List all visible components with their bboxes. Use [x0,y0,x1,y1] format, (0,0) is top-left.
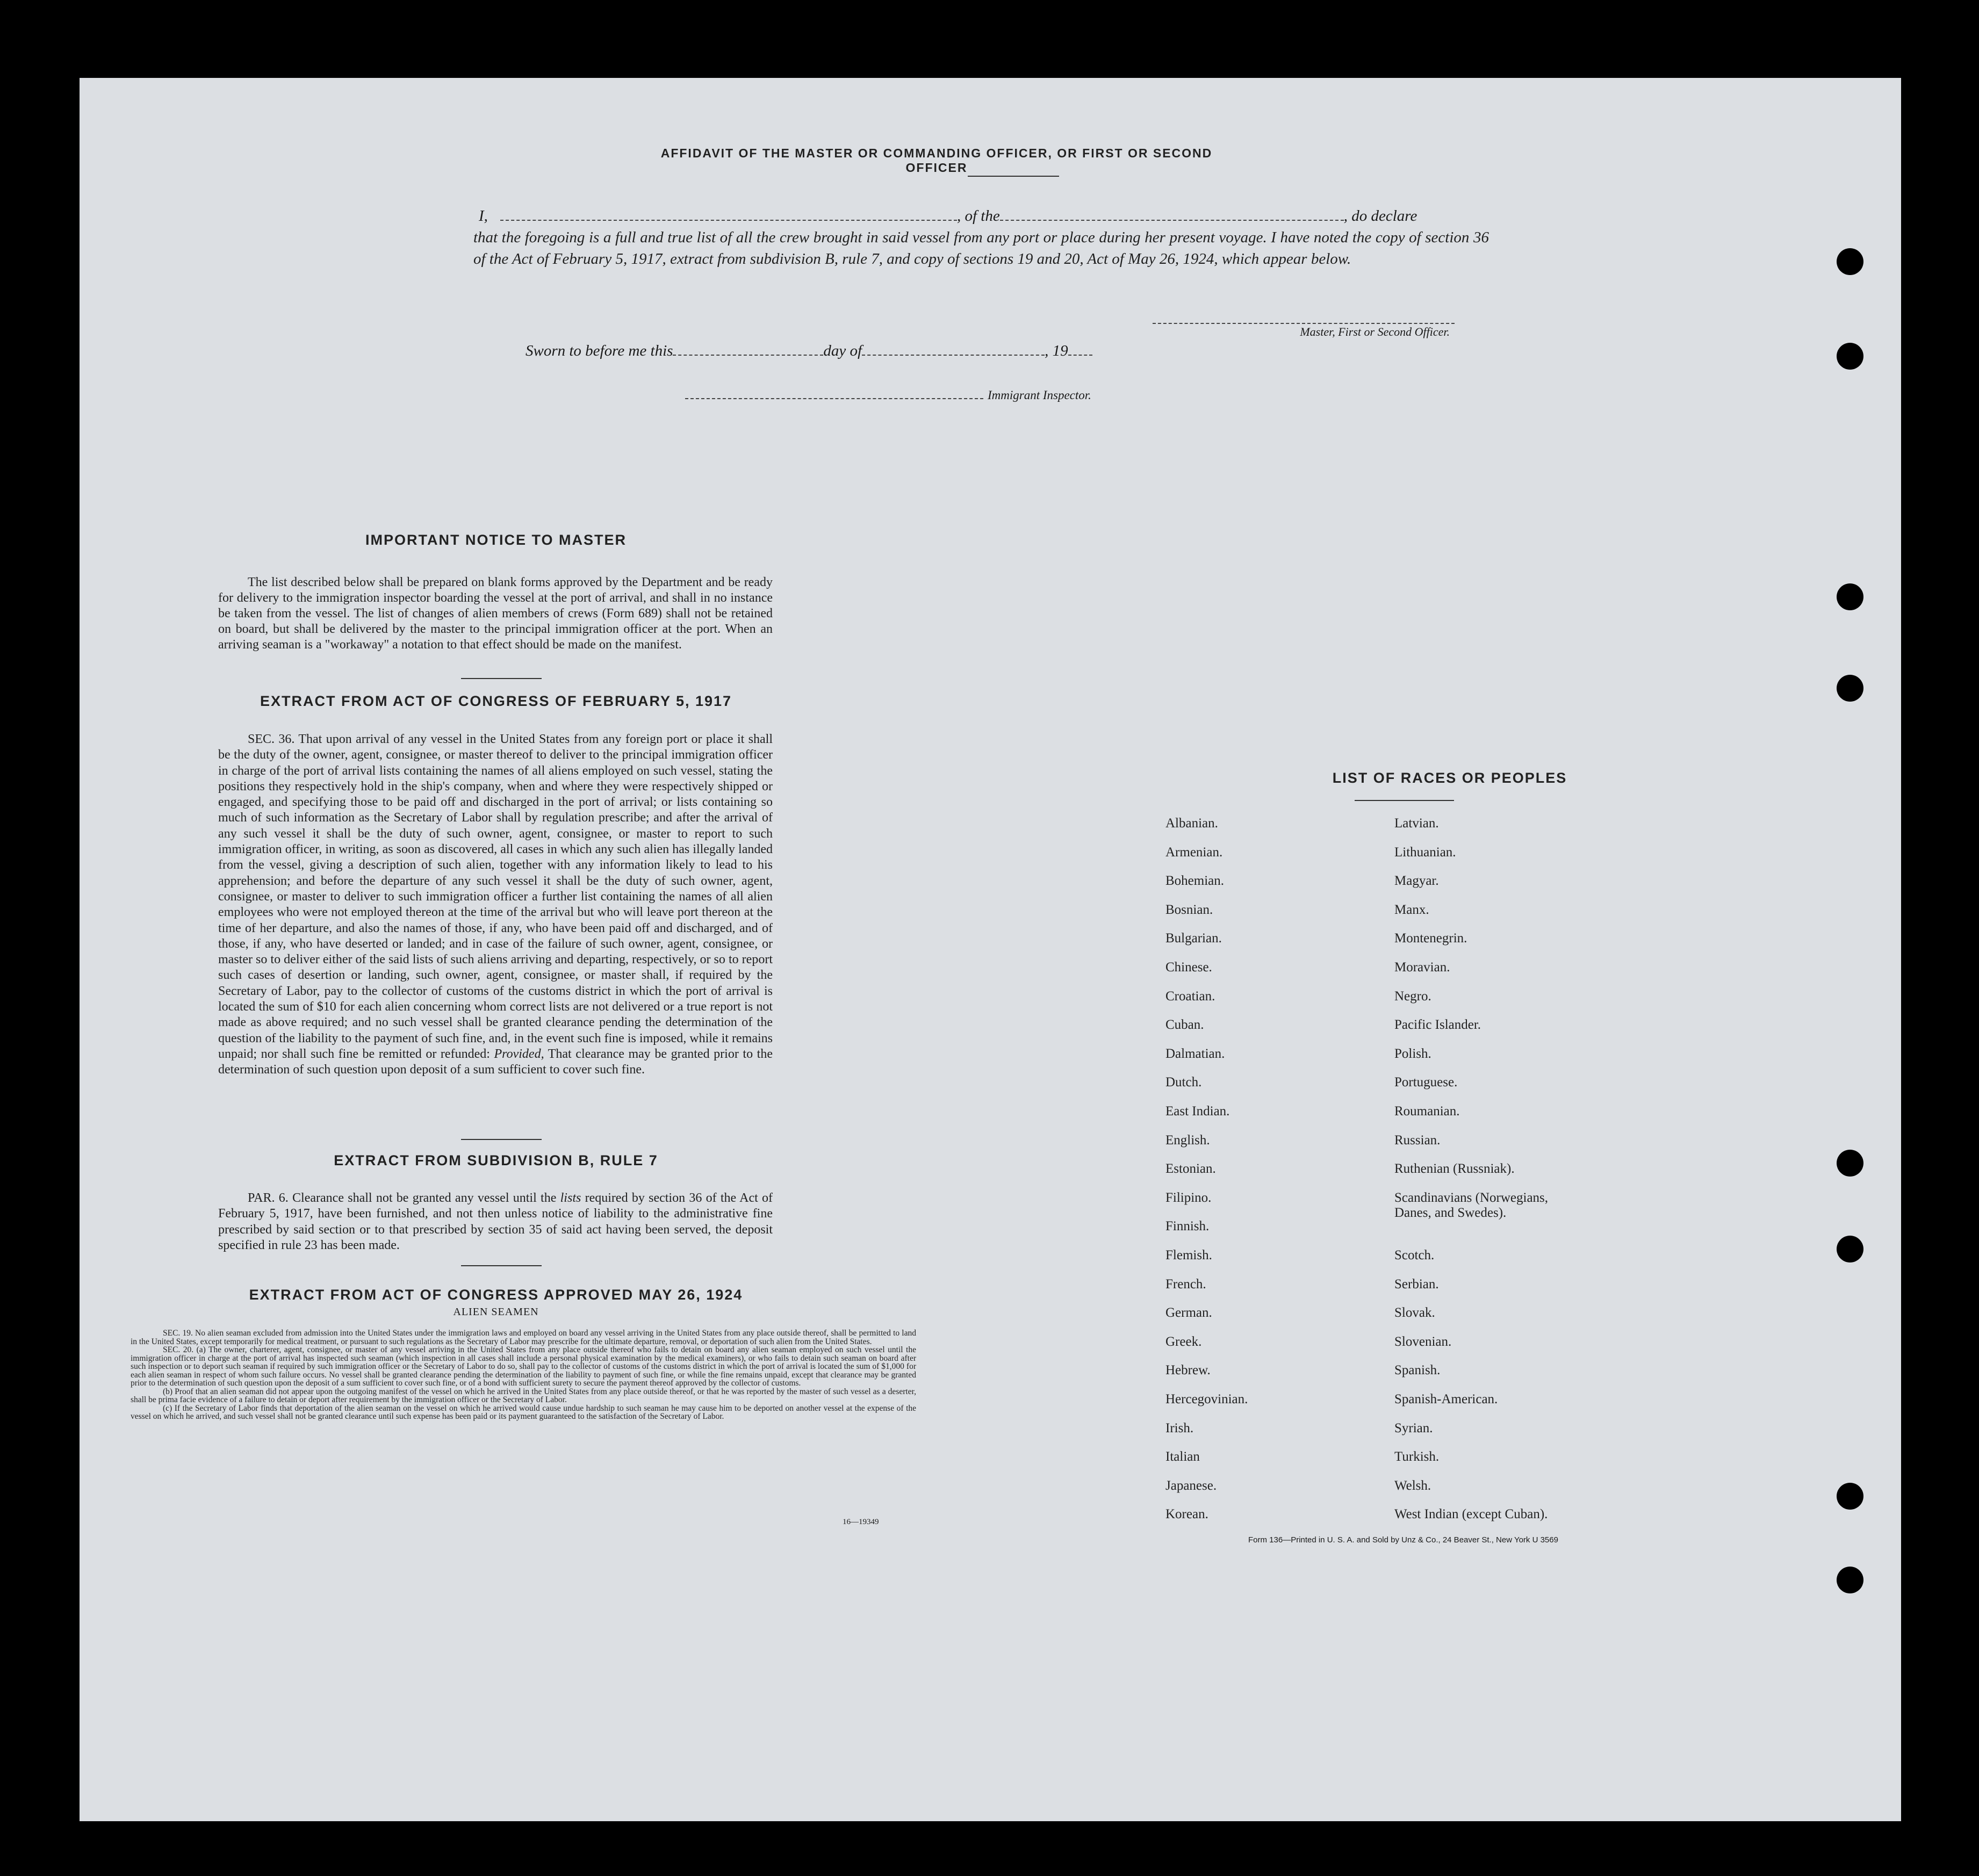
rule-7-title: EXTRACT FROM SUBDIVISION B, RULE 7 [334,1152,658,1168]
race-item: Greek. [1165,1334,1202,1349]
race-item: Korean. [1165,1507,1208,1522]
extract-1917-body [218,732,773,1078]
race-item: Pacific Islander. [1394,1018,1481,1033]
notice-title: IMPORTANT NOTICE TO MASTER [365,532,627,548]
declaration-first-line [473,205,1489,227]
race-item: Syrian. [1394,1420,1433,1435]
day-of-label: day of [823,342,862,359]
sec-20b-text: (b) Proof that an alien seaman did not appear upon the outgoing manifest of the vessel on which he arrived in the United States from any place outside thereof, or that he was reported by the master of such vessel as a deserter, shall be prima facie evidence of a failure to detain or deport after requirement by the immigration officer or the Secretary of Labor. [131,1387,916,1404]
race-item: Montenegrin. [1394,931,1467,946]
race-item: Bosnian. [1165,902,1213,917]
declaration-body: that the foregoing is a full and true list of all the crew brought in said vessel from any port or place during her present voyage. I have noted the copy of section 36 of the Act of February 5, 1917, extract from subdivision B, rule 7, and copy of sections 19 and 20, Act of May 26, 1924, which appear below. [473,229,1489,268]
binder-hole-3 [1837,583,1863,610]
race-item: Scotch. [1394,1248,1435,1262]
sworn-month-field[interactable] [862,355,1045,356]
race-item: Estonian. [1165,1161,1216,1177]
inspector-caption: Immigrant Inspector. [988,388,1091,402]
race-item: Croatian. [1165,988,1215,1004]
race-item: Spanish-American. [1394,1392,1498,1406]
extract-1924-title: EXTRACT FROM ACT OF CONGRESS APPROVED MAY 26, 1924 [249,1287,743,1303]
race-item: Latvian. [1394,816,1439,831]
race-item: Serbian. [1394,1276,1439,1291]
race-item: Spanish. [1394,1363,1441,1378]
race-item: Hercegovinian. [1165,1392,1248,1406]
rule-7-text-a: Clearance shall not be granted any vessel until the [292,1191,557,1205]
race-item: East Indian. [1165,1104,1230,1119]
rule-7-divider [461,1265,542,1266]
i-label: I, [479,207,488,225]
sec-20c-text: (c) If the Secretary of Labor finds that deportation of the alien seaman on the vessel on which he arrived would cause undue hardship to such seaman he may cause him to be deported on another vessel at the expense of the vessel on which he arrived, and such vessel shall not be granted clearance until such expense has been paid or its payment guaranteed to the satisfaction of the Secretary of Labor. [131,1403,916,1421]
rule-7-text-b: required by section 36 of the Act of February 5, 1917, have been furnished, and not then unless notice of liability to the administrative fine prescribed by said section or to that prescribed by section 35 of said act having been served, the deposit specified in rule 23 has been made. [218,1191,773,1252]
race-item: Portuguese. [1394,1075,1458,1090]
race-item: Scandinavians (Norwegians, Danes, and Swedes). [1394,1190,1549,1220]
notice-divider [461,678,542,679]
sec-36-label: SEC. 36. [248,732,295,746]
sworn-day-field[interactable] [673,355,823,356]
binder-hole-5 [1837,1150,1863,1177]
sec-36-text: That upon arrival of any vessel in the United States from any foreign port or place it shall be the duty of the owner, agent, consignee, or master thereof to deliver to the principal immigration officer in charge of the port of arrival lists containing the names of all aliens employed on such vessel, stating the positions they respectively hold in the ship's company, when and where they were respectively shipped or engaged, and specifying those to be paid off and discharged in the port of arrival; or lists containing so much of such information as the Secretary of Labor shall by regulation prescribe; and after the arrival of any such vessel it shall be the duty of such owner, agent, consignee, or master to report to such immigration officer, in writing, as soon as discovered, all cases in which any such alien has illegally landed from the vessel, giving a description of such alien, together with any information likely to lead to his apprehension; and before the departure of any such vessel it shall be the duty of such owner, agent, consignee, or master to deliver to such immigration officer a further list containing the names of all alien employees who were not employed thereon at the time of the arrival but who will leave port thereon at the time of her departure, and also the names of those, if any, who have been paid off and discharged, and of those, if any, who have deserted or landed; and in case of the failure of such owner, agent, consignee, or master so to deliver either of the said lists of such aliens arriving and departing, respectively, or so to report such cases of desertion or landing, such owner, agent, consignee, or master shall, if required by the Secretary of Labor, pay to the collector of customs of the customs district in which the port of arrival is located the sum of $10 for each alien concerning whom correct lists are not delivered or a true report is not made as above required; and no such vessel shall be granted clearance pending the determination of the question of the liability to the payment of such fine, and, in the event such fine is imposed, while it remains unpaid; nor shall such fine be remitted or refunded: [218,732,773,1061]
race-item: Bohemian. [1165,874,1225,889]
race-item: Finnish. [1165,1219,1210,1234]
sworn-label: Sworn to before me this [526,342,673,359]
race-item: Negro. [1394,988,1431,1004]
do-declare-label: , do declare [1343,207,1417,225]
race-item: Magyar. [1394,874,1439,889]
race-item: Dutch. [1165,1075,1202,1090]
race-item: Hebrew. [1165,1363,1211,1378]
race-item: Ruthenian (Russniak). [1394,1161,1515,1177]
race-item: English. [1165,1132,1210,1148]
extract-1924-body [131,1329,916,1421]
alien-seamen-subtitle: ALIEN SEAMEN [453,1306,539,1318]
year-label: , 19 [1045,342,1068,359]
race-item: West Indian (except Cuban). [1394,1507,1548,1522]
sec-36-end: That clearance may be granted prior to the determination of such question upon deposit of a sum sufficient to cover such fine. [218,1047,773,1077]
race-item: Bulgarian. [1165,931,1222,946]
binder-hole-7 [1837,1483,1863,1510]
vessel-name-field[interactable] [1000,220,1344,221]
of-the-label: , of the [957,207,1000,225]
race-item: Chinese. [1165,960,1212,975]
form-sheet [80,78,1901,1821]
extract-1917-title: EXTRACT FROM ACT OF CONGRESS OF FEBRUARY 5, 1917 [260,693,732,709]
races-title: LIST OF RACES OR PEOPLES [1332,770,1567,786]
affidavit-title-underline [968,176,1059,177]
race-item: Lithuanian. [1394,845,1456,860]
race-item: Welsh. [1394,1478,1431,1493]
par-6-label: PAR. 6. [248,1191,289,1205]
race-item: Slovenian. [1394,1334,1452,1349]
race-item: Turkish. [1394,1449,1440,1464]
binder-hole-4 [1837,675,1863,702]
race-item: Roumanian. [1394,1104,1460,1119]
sworn-year-field[interactable] [1068,355,1092,356]
race-item: Russian. [1394,1132,1441,1148]
affidavit-title: AFFIDAVIT OF THE MASTER OR COMMANDING OFFICER, OR FIRST OR SECOND OFFICER [660,146,1213,175]
binder-hole-1 [1837,248,1863,275]
binder-hole-8 [1837,1567,1863,1593]
notice-body: The list described below shall be prepared on blank forms approved by the Department and be ready for delivery to the immigration inspector boarding the vessel at the port of arrival, and shall in no instance be taken from the vessel. The list of changes of alien members of crews (Form 689) shall not be retained on board, but shall be delivered by the master to the principal immigration officer at the port. When an arriving seaman is a "workaway" a notation to that effect should be made on the manifest. [218,575,773,652]
race-item: Albanian. [1165,816,1218,831]
race-item: Japanese. [1165,1478,1217,1493]
race-item: French. [1165,1276,1206,1291]
declarant-name-field[interactable] [500,220,957,221]
binder-hole-2 [1837,343,1863,370]
affidavit-declaration [473,205,1489,270]
lists-word: lists [560,1191,581,1205]
rule-7-body [218,1190,773,1253]
race-item: Filipino. [1165,1190,1212,1205]
sec-20a-text: SEC. 20. (a) The owner, charterer, agent, consignee, or master of any vessel arriving in the United States from any place outside thereof who fails to detain on board any alien seaman employed on such vessel until the immigration officer in charge at the port of arrival has inspected such seaman (which inspection in all cases shall include a personal physical examination by the medical examiners), or who fails to detain such seaman on board after such inspection or to deport such seaman if required by such immigration officer or the Secretary of Labor to do so, shall pay to the collector of customs of the customs district in which the port of arrival is located the sum of $1,000 for each alien seaman in respect of whom such failure occurs. No vessel shall be granted clearance pending the determination of the liability to payment of such fine, or while the fine remains unpaid, except that clearance may be granted prior to the determination of such question upon the deposit of a sum sufficient to cover such fine, or of a bond with sufficient surety to secure the payment thereof approved by the collector of customs. [131,1345,916,1388]
provided-label: Provided, [494,1047,544,1061]
race-item: Irish. [1165,1420,1194,1435]
race-item: Armenian. [1165,845,1223,860]
binder-hole-6 [1837,1236,1863,1262]
races-title-underline [1355,800,1454,801]
race-item: Moravian. [1394,960,1450,975]
race-item: Manx. [1394,902,1429,917]
race-item: Dalmatian. [1165,1046,1225,1061]
race-item: Italian [1165,1449,1200,1464]
race-item: Polish. [1394,1046,1431,1061]
race-item: German. [1165,1305,1212,1321]
master-signature-line[interactable] [1153,323,1455,324]
master-signature-caption: Master, First or Second Officer. [1300,325,1450,338]
race-item: Flemish. [1165,1248,1212,1262]
inspector-signature-line[interactable] [685,398,983,399]
sec-19-text: SEC. 19. No alien seaman excluded from admission into the United States under the immigration laws and employed on board any vessel arriving in the United States from any place outside thereof, shall be permitted to land in the United States, except temporarily for medical treatment, or pursuant to such regulations as the Secretary of Labor may prescribe for the ultimate departure, removal, or deportation of such alien from the United States. [131,1329,916,1346]
form-code: 16—19349 [843,1518,879,1526]
race-item: Cuban. [1165,1018,1204,1033]
sworn-line [526,342,1092,360]
printer-footer: Form 136—Printed in U. S. A. and Sold by Unz & Co., 24 Beaver St., New York U 3569 [1248,1535,1558,1545]
race-item: Slovak. [1394,1305,1435,1321]
extract-1917-divider [461,1139,542,1140]
